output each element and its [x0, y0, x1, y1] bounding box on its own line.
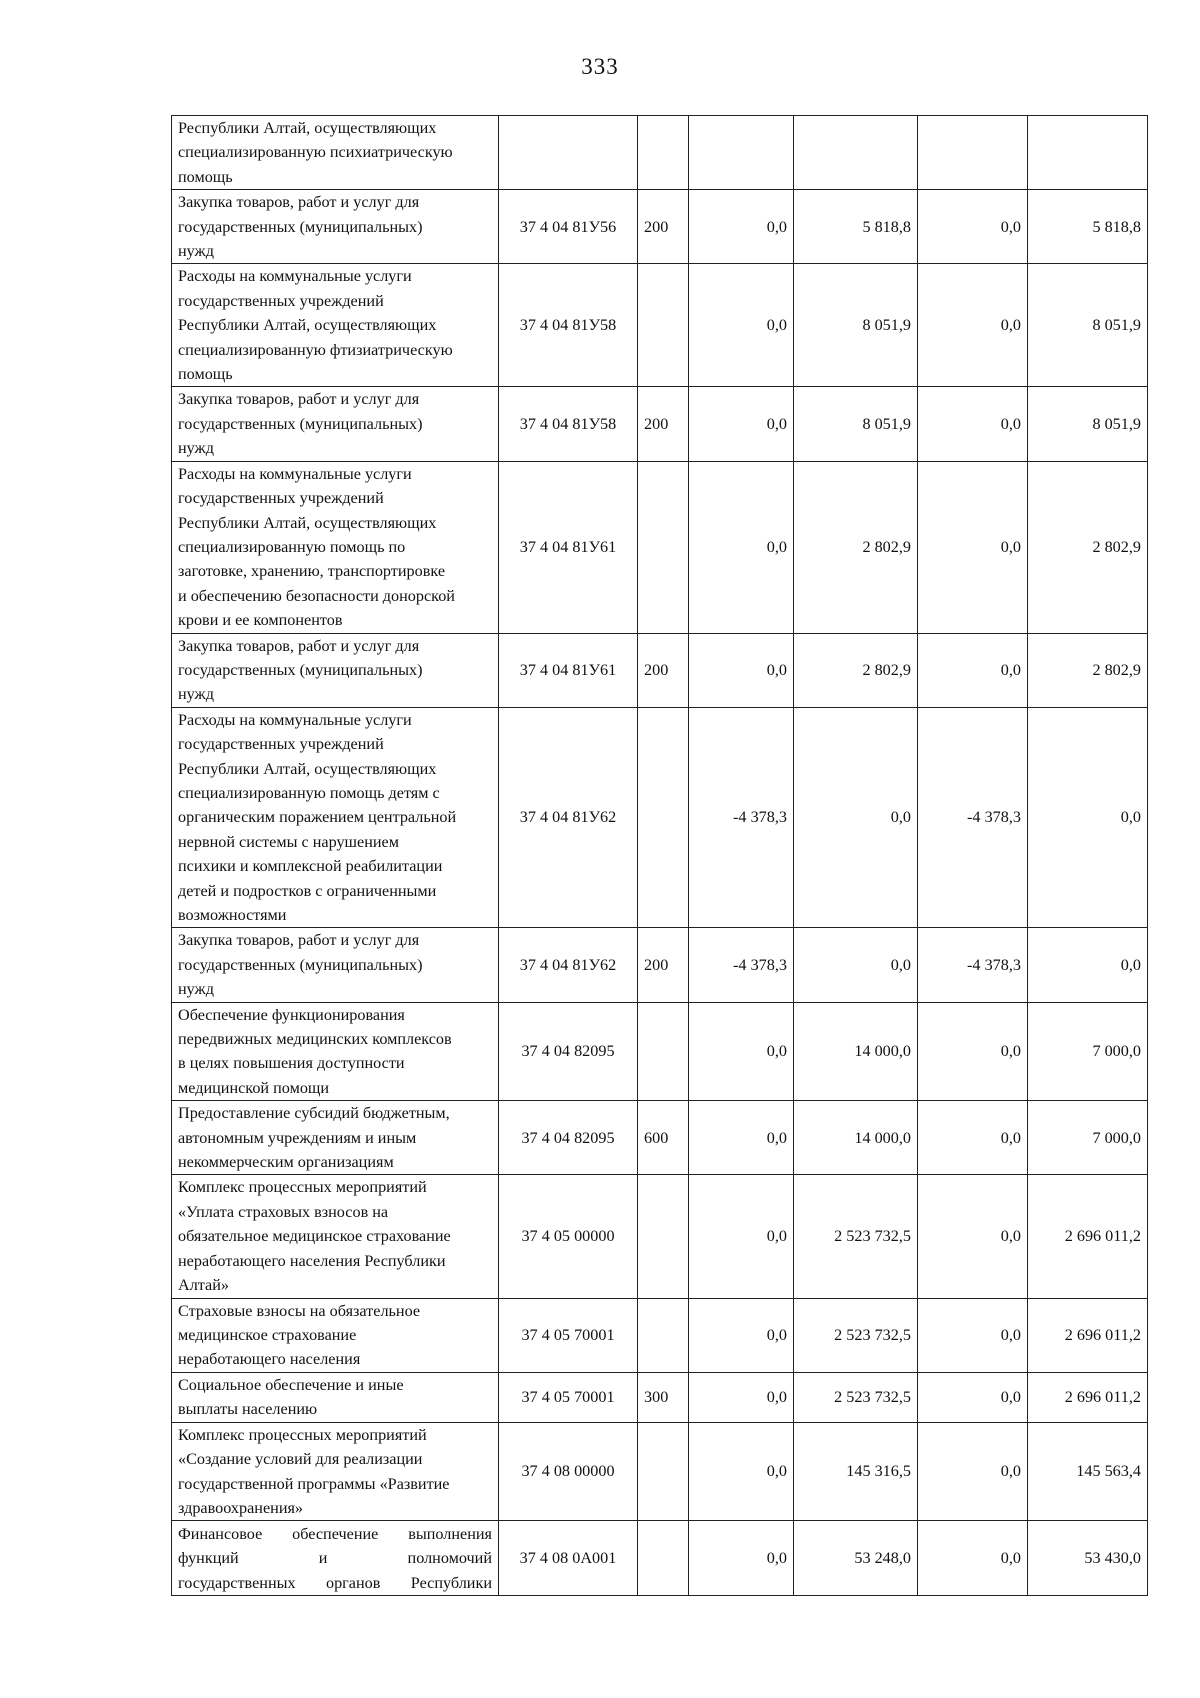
expense-name-cell	[172, 1002, 499, 1101]
amount-change-2-cell: 0,0	[918, 1101, 1028, 1175]
expense-name-line: Расходы на коммунальные услуги	[178, 267, 412, 286]
expense-name-line: Комплекс процессных мероприятий	[178, 1425, 427, 1444]
expense-name-line: автономным учреждениям и иным	[178, 1128, 417, 1147]
page-number: 333	[581, 54, 619, 79]
target-article-code-cell: 37 4 08 0А001	[499, 1521, 638, 1596]
expense-name-line: нужд	[178, 439, 214, 458]
table-row	[172, 387, 1148, 461]
expense-name-line: государственных (муниципальных)	[178, 217, 423, 236]
amount-1-cell: 14 000,0	[794, 1101, 918, 1175]
expense-type-code-cell	[638, 1422, 689, 1521]
amount-change-1-cell: -4 378,3	[689, 707, 794, 928]
amount-2-cell: 7 000,0	[1028, 1002, 1148, 1101]
amount-2-cell: 2 696 011,2	[1028, 1298, 1148, 1372]
expense-name-line: выплаты населению	[178, 1400, 318, 1419]
expense-type-code-cell: 600	[638, 1101, 689, 1175]
expense-type-code-cell: 300	[638, 1372, 689, 1422]
expense-name-cell	[172, 928, 499, 1002]
amount-2-cell	[1028, 116, 1148, 190]
expense-name-line: Обеспечение функционирования	[178, 1005, 405, 1024]
expense-name-line: в целях повышения доступности	[178, 1054, 405, 1073]
target-article-code-cell: 37 4 05 70001	[499, 1298, 638, 1372]
target-article-code-cell: 37 4 05 00000	[499, 1175, 638, 1298]
table-row	[172, 1175, 1148, 1298]
expense-name-cell	[172, 633, 499, 707]
amount-change-2-cell: -4 378,3	[918, 928, 1028, 1002]
expense-name-line: государственных (муниципальных)	[178, 414, 423, 433]
amount-change-1-cell: -4 378,3	[689, 928, 794, 1002]
expense-name-line: возможностями	[178, 906, 287, 924]
expense-type-code-cell: 200	[638, 928, 689, 1002]
expense-name-line: заготовке, хранению, транспортировке	[178, 562, 446, 581]
expense-name-line: Предоставление субсидий бюджетным,	[178, 1104, 450, 1123]
amount-2-cell: 0,0	[1028, 928, 1148, 1002]
amount-1-cell: 2 523 732,5	[794, 1298, 918, 1372]
expense-name-line: медицинской помощи	[178, 1078, 330, 1097]
expense-type-code-cell	[638, 116, 689, 190]
table-row	[172, 461, 1148, 633]
amount-1-cell: 8 051,9	[794, 264, 918, 387]
table-row	[172, 264, 1148, 387]
expense-name-line: Страховые взносы на обязательное	[178, 1301, 421, 1320]
amount-1-cell: 5 818,8	[794, 190, 918, 264]
expense-name-line: Республики Алтай, осуществляющих	[178, 759, 437, 778]
target-article-code-cell: 37 4 08 00000	[499, 1422, 638, 1521]
expense-name-line: нужд	[178, 685, 214, 704]
expense-name-line: детей и подростков с ограниченными	[178, 881, 437, 900]
amount-change-2-cell: 0,0	[918, 633, 1028, 707]
amount-2-cell: 145 563,4	[1028, 1422, 1148, 1521]
expense-name-cell	[172, 1101, 499, 1175]
table-row	[172, 928, 1148, 1002]
expense-name-line: крови и ее компонентов	[178, 611, 343, 630]
expense-name-line: функций и полномочий	[178, 1549, 492, 1568]
expense-name-line: Расходы на коммунальные услуги	[178, 710, 412, 729]
expense-name-cell	[172, 116, 499, 190]
amount-2-cell: 0,0	[1028, 707, 1148, 928]
expense-type-code-cell	[638, 1521, 689, 1596]
target-article-code-cell: 37 4 04 81У58	[499, 264, 638, 387]
amount-2-cell: 2 696 011,2	[1028, 1372, 1148, 1422]
expense-type-code-cell	[638, 707, 689, 928]
amount-change-1-cell: 0,0	[689, 1422, 794, 1521]
amount-change-1-cell: 0,0	[689, 190, 794, 264]
expense-name-line: неработающего населения Республики	[178, 1251, 446, 1270]
expense-name-line: Социальное обеспечение и иные	[178, 1375, 404, 1394]
expense-name-line: государственных учреждений	[178, 489, 384, 508]
expense-name-line: Алтай»	[178, 1276, 229, 1295]
amount-1-cell: 14 000,0	[794, 1002, 918, 1101]
amount-change-2-cell	[918, 116, 1028, 190]
amount-change-2-cell: 0,0	[918, 1298, 1028, 1372]
amount-change-2-cell: 0,0	[918, 1002, 1028, 1101]
table-row	[172, 1422, 1148, 1521]
expense-name-cell	[172, 1372, 499, 1422]
amount-change-1-cell: 0,0	[689, 264, 794, 387]
amount-2-cell: 5 818,8	[1028, 190, 1148, 264]
expense-name-line: государственных органов Республики	[178, 1573, 492, 1592]
table-row	[172, 633, 1148, 707]
target-article-code-cell: 37 4 04 81У56	[499, 190, 638, 264]
amount-2-cell: 53 430,0	[1028, 1521, 1148, 1596]
amount-1-cell: 2 802,9	[794, 633, 918, 707]
amount-1-cell: 145 316,5	[794, 1422, 918, 1521]
target-article-code-cell: 37 4 04 81У61	[499, 633, 638, 707]
expense-type-code-cell	[638, 264, 689, 387]
expense-name-line: государственных (муниципальных)	[178, 955, 423, 974]
amount-2-cell: 2 802,9	[1028, 633, 1148, 707]
expense-type-code-cell	[638, 461, 689, 633]
expense-name-line: Финансовое обеспечение выполнения	[178, 1524, 492, 1543]
expense-name-cell	[172, 264, 499, 387]
expense-name-line: здравоохранения»	[178, 1498, 304, 1517]
table-row	[172, 190, 1148, 264]
expense-name-line: и обеспечению безопасности донорской	[178, 586, 455, 605]
amount-change-2-cell: 0,0	[918, 264, 1028, 387]
expense-name-line: психики и комплексной реабилитации	[178, 857, 443, 876]
budget-table	[171, 115, 1148, 1596]
expense-name-line: Закупка товаров, работ и услуг для	[178, 931, 420, 950]
expense-name-line: органическим поражением центральной	[178, 808, 457, 827]
expense-name-line: передвижных медицинских комплексов	[178, 1030, 452, 1049]
amount-change-2-cell: 0,0	[918, 1175, 1028, 1298]
amount-change-2-cell: 0,0	[918, 1422, 1028, 1521]
expense-type-code-cell: 200	[638, 190, 689, 264]
expense-name-line: нужд	[178, 980, 214, 999]
amount-change-2-cell: 0,0	[918, 1521, 1028, 1596]
amount-1-cell: 0,0	[794, 928, 918, 1002]
expense-name-cell	[172, 1521, 499, 1596]
target-article-code-cell: 37 4 04 82095	[499, 1002, 638, 1101]
amount-change-1-cell: 0,0	[689, 461, 794, 633]
amount-2-cell: 2 696 011,2	[1028, 1175, 1148, 1298]
amount-1-cell: 2 523 732,5	[794, 1175, 918, 1298]
expense-type-code-cell	[638, 1298, 689, 1372]
expense-name-line: неработающего населения	[178, 1350, 361, 1369]
amount-change-1-cell: 0,0	[689, 1175, 794, 1298]
expense-name-line: специализированную фтизиатрическую	[178, 340, 453, 359]
expense-name-line: Закупка товаров, работ и услуг для	[178, 636, 420, 655]
expense-name-line: Комплекс процессных мероприятий	[178, 1178, 427, 1197]
amount-change-1-cell: 0,0	[689, 1521, 794, 1596]
expense-name-line: помощь	[178, 167, 233, 186]
expense-name-cell	[172, 461, 499, 633]
expense-type-code-cell	[638, 1002, 689, 1101]
target-article-code-cell: 37 4 04 81У62	[499, 707, 638, 928]
target-article-code-cell: 37 4 05 70001	[499, 1372, 638, 1422]
amount-change-1-cell: 0,0	[689, 633, 794, 707]
target-article-code-cell: 37 4 04 82095	[499, 1101, 638, 1175]
table-row	[172, 116, 1148, 190]
expense-name-line: Закупка товаров, работ и услуг для	[178, 193, 420, 212]
table-row	[172, 1372, 1148, 1422]
expense-name-line: Республики Алтай, осуществляющих	[178, 119, 437, 137]
expense-name-line: некоммерческим организациям	[178, 1153, 394, 1172]
amount-change-1-cell	[689, 116, 794, 190]
amount-2-cell: 8 051,9	[1028, 264, 1148, 387]
expense-name-line: Расходы на коммунальные услуги	[178, 464, 412, 483]
expense-name-cell	[172, 1175, 499, 1298]
expense-name-line: «Создание условий для реализации	[178, 1450, 423, 1469]
expense-name-line: Республики Алтай, осуществляющих	[178, 513, 437, 532]
amount-change-1-cell: 0,0	[689, 1002, 794, 1101]
amount-change-2-cell: 0,0	[918, 1372, 1028, 1422]
amount-change-1-cell: 0,0	[689, 387, 794, 461]
expense-name-cell	[172, 1298, 499, 1372]
table-row	[172, 1521, 1148, 1596]
expense-type-code-cell	[638, 1175, 689, 1298]
expense-name-line: государственных (муниципальных)	[178, 660, 423, 679]
expense-name-cell	[172, 707, 499, 928]
amount-change-1-cell: 0,0	[689, 1101, 794, 1175]
expense-name-line: обязательное медицинское страхование	[178, 1227, 451, 1246]
expense-name-line: «Уплата страховых взносов на	[178, 1202, 389, 1221]
expense-name-line: государственных учреждений	[178, 291, 384, 310]
table-row	[172, 1298, 1148, 1372]
amount-2-cell: 8 051,9	[1028, 387, 1148, 461]
expense-type-code-cell: 200	[638, 387, 689, 461]
table-body	[172, 116, 1148, 1596]
amount-1-cell	[794, 116, 918, 190]
amount-change-1-cell: 0,0	[689, 1298, 794, 1372]
amount-2-cell: 7 000,0	[1028, 1101, 1148, 1175]
expense-name-line: специализированную помощь по	[178, 537, 406, 556]
amount-change-1-cell: 0,0	[689, 1372, 794, 1422]
amount-change-2-cell: 0,0	[918, 461, 1028, 633]
expense-name-line: помощь	[178, 365, 233, 384]
expense-name-line: государственных учреждений	[178, 735, 384, 754]
target-article-code-cell: 37 4 04 81У58	[499, 387, 638, 461]
amount-1-cell: 2 523 732,5	[794, 1372, 918, 1422]
table-row	[172, 707, 1148, 928]
target-article-code-cell: 37 4 04 81У62	[499, 928, 638, 1002]
expense-name-line: Закупка товаров, работ и услуг для	[178, 390, 420, 409]
expense-type-code-cell: 200	[638, 633, 689, 707]
expense-name-cell	[172, 387, 499, 461]
expense-name-line: медицинское страхование	[178, 1325, 357, 1344]
amount-1-cell: 8 051,9	[794, 387, 918, 461]
amount-change-2-cell: 0,0	[918, 387, 1028, 461]
expense-name-line: специализированную психиатрическую	[178, 143, 453, 162]
amount-1-cell: 2 802,9	[794, 461, 918, 633]
expense-name-cell	[172, 1422, 499, 1521]
amount-1-cell: 0,0	[794, 707, 918, 928]
expense-name-line: нужд	[178, 242, 214, 261]
table-row	[172, 1002, 1148, 1101]
expense-name-line: Республики Алтай, осуществляющих	[178, 316, 437, 335]
amount-2-cell: 2 802,9	[1028, 461, 1148, 633]
expense-name-line: государственной программы «Развитие	[178, 1474, 450, 1493]
expense-name-cell	[172, 190, 499, 264]
expense-name-line: нервной системы с нарушением	[178, 832, 399, 851]
expense-name-line: специализированную помощь детям с	[178, 783, 440, 802]
target-article-code-cell	[499, 116, 638, 190]
amount-change-2-cell: 0,0	[918, 190, 1028, 264]
amount-1-cell: 53 248,0	[794, 1521, 918, 1596]
table-row	[172, 1101, 1148, 1175]
target-article-code-cell: 37 4 04 81У61	[499, 461, 638, 633]
amount-change-2-cell: -4 378,3	[918, 707, 1028, 928]
